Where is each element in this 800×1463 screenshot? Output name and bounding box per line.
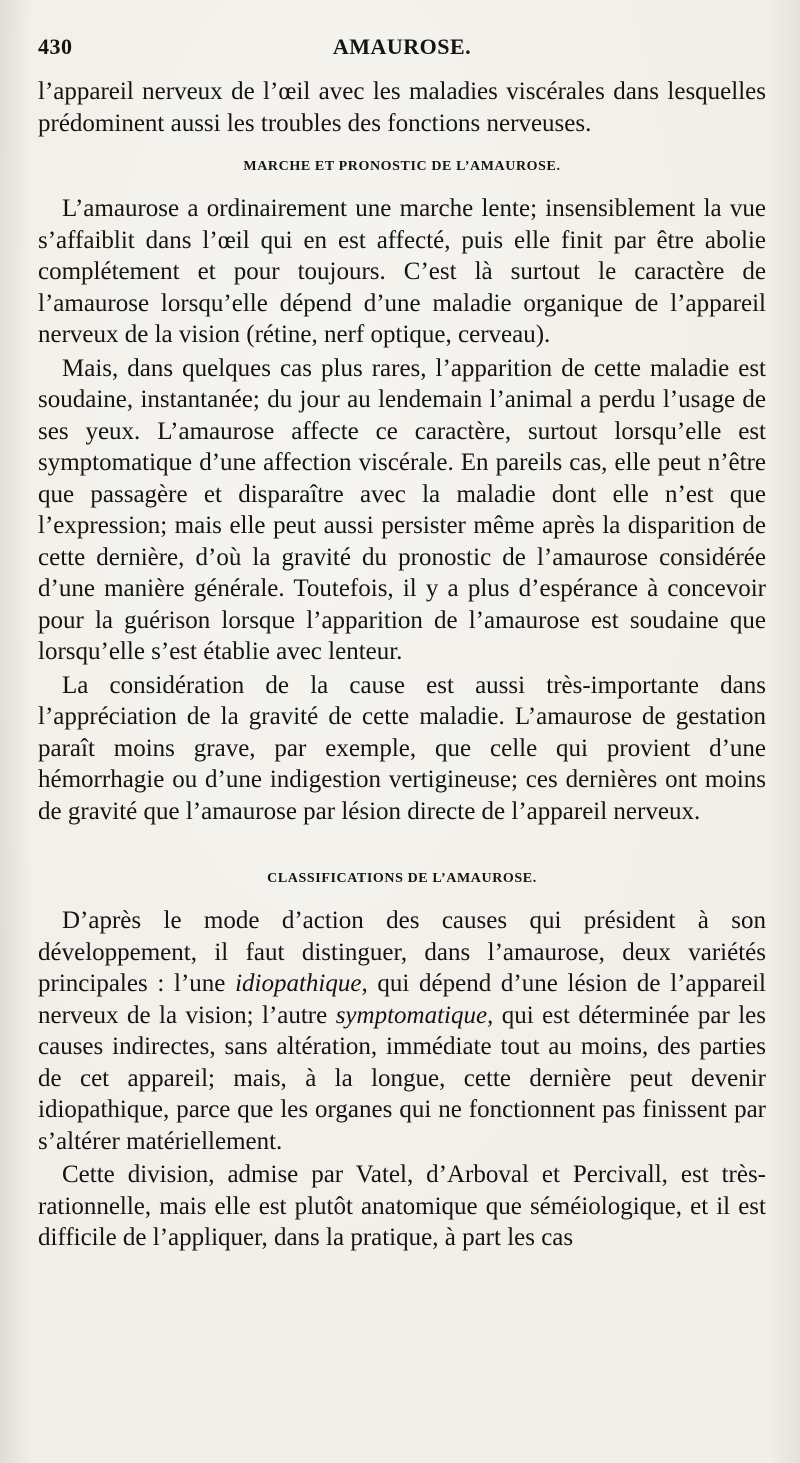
paragraph-cause: La considération de la cause est aussi très-importante dans l’appréciation de la gravité de cette maladie. L’amaurose de gestation paraît moins grave, par exemple, que celle qui provient d’une hémorrhagie ou d’une indigestion vertigineuse; ces dernières ont moins de gravité que l’amaurose par lésion directe de l’appareil nerveux. [38,671,766,825]
body-text [38,76,766,1254]
text-run: qui dépend d’une lésion de l’appareil nerveux de la vision; l’autre [38,970,766,1029]
section-heading-classifications: CLASSIFICATIONS DE L’AMAUROSE. [267,871,537,886]
running-title: AMAUROSE. [332,34,472,59]
paragraph-varietes [38,905,766,1157]
paragraph-marche: L’amaurose a ordinairement une marche lente; insensiblement la vue s’affaiblit dans l’œil qui en est affecté, puis elle finit par être abolie complétement et pour toujours. C’est là surtout le caractère de l’amaurose lorsqu’elle dépend d’une maladie organique de l’appareil nerveux de la vision (rétine, nerf optique, cerveau). [38,195,766,348]
running-head [38,26,766,76]
term-symptomatique: symptomatique, [335,1001,494,1029]
paragraph-division: Cette division, admise par Vatel, d’Arboval et Percivall, est très-rationnelle, mais elle est plutôt anatomique que séméiologique, et il est difficile de l’appliquer, dans la pratique, à part les cas [38,1161,766,1251]
term-idiopathique: idiopathique, [235,970,368,997]
paragraph-continuation: l’appareil nerveux de l’œil avec les maladies viscérales dans lesquelles prédominent aussi les troubles des fonctions nerveuses. [38,78,766,137]
section-heading-marche-pronostic: MARCHE ET PRONOSTIC DE L’AMAUROSE. [243,159,561,174]
paragraph-soudaine: Mais, dans quelques cas plus rares, l’apparition de cette maladie est soudaine, instantanée; du jour au lendemain l’animal a perdu l’usage de ses yeux. L’amaurose affecte ce caractère, surtout lorsqu’elle est symptomatique d’une affection viscérale. En pareils cas, elle peut n’être que passagère et disparaître avec la maladie dont elle n’est que l’expression; mais elle peut aussi persister même après la disparition de cette dernière, d’où la gravité du pronostic de l’amaurose considérée d’une manière générale. Toutefois, il y a plus d’espérance à concevoir pour la guérison lorsque l’apparition de l’amaurose est soudaine que lorsqu’elle s’est établie avec lenteur. [38,354,766,665]
text-run: D’après le mode d’action des causes qui président à son développement, il faut distinguer, dans l’amaurose, deux variétés principales : l’une [38,907,766,997]
page-number: 430 [38,34,73,59]
text-run: qui est déterminée par les causes indirectes, sans altération, immédiate tout au moins, des parties de cet appareil; mais, à la longue, cette dernière peut devenir idiopathique, parce que les organes qui ne fonctionnent pas finissent par s’altérer matériellement. [38,1001,766,1155]
